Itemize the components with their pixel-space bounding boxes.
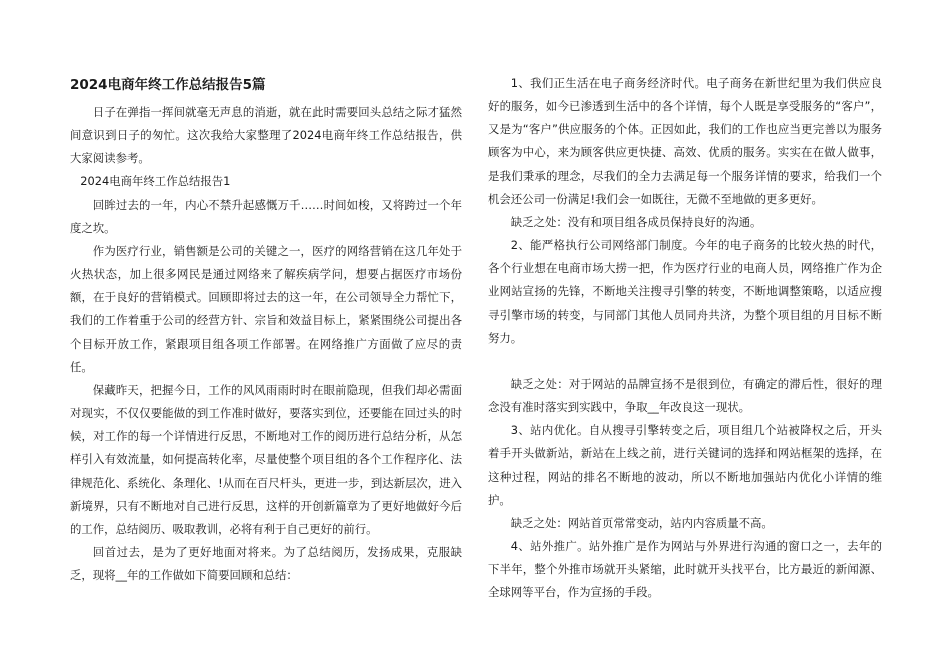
right-column [488, 72, 882, 604]
section-heading: 2024电商年终工作总结报告1 [80, 174, 231, 189]
paragraph: 2、能严格执行公司网络部门制度。今年的电子商务的比较火热的时代，各个行业想在电商市场大捞一把，作为医疗行业的电商人员，网络推广作为企业网站宣扬的先锋，不断地关注搜寻引擎的转变，不断地调整策略，以适应搜寻引擎市场的转变，与同部门其他人员同舟共济，为整个项目组的月目标不断努力。 [488, 238, 882, 345]
paragraph: 3、站内优化。自从搜寻引擎转变之后，项目组几个站被降权之后，开头着手开头做新站，新站在上线之前，进行关键词的选择和网站框架的选择，在这种过程，网站的排名不断地的波动，所以不断地加强站内优化小详情的维护。 [488, 423, 882, 507]
paragraph: 缺乏之处：网站首页常常变动，站内内容质量不高。 [510, 515, 773, 530]
paragraph: 回眸过去的一年，内心不禁升起感慨万千……时间如梭，又将跨过一个年度之坎。 [70, 197, 462, 235]
left-column [70, 72, 462, 587]
blank-line [488, 350, 882, 373]
intro-paragraph: 日子在弹指一挥间就毫无声息的消逝，就在此时需要回头总结之际才猛然间意识到日子的匆忙。这次我给大家整理了2024电商年终工作总结报告，供大家阅读参考。 [70, 105, 462, 166]
paragraph: 缺乏之处：对于网站的品牌宣扬不是很到位，有确定的滞后性，很好的理念没有准时落实到实践中，争取__年改良这一现状。 [488, 376, 882, 415]
paragraph: 作为医疗行业，销售额是公司的关键之一，医疗的网络营销在这几年处于火热状态，加上很多网民是通过网络来了解疾病学问，想要占据医疗市场份额，在于良好的营销模式。回顾即将过去的这一年，在公司领导全力帮忙下，我们的工作着重于公司的经营方针、宗旨和效益目标上，紧紧围绕公司提出各个目标开放工作，紧跟项目组各项工作部署。在网络推广方面做了应尽的责任。 [70, 243, 462, 374]
paragraph: 缺乏之处：没有和项目组各成员保持良好的沟通。 [510, 214, 762, 229]
document-title: 2024电商年终工作总结报告5篇 [70, 77, 266, 93]
paragraph: 4、站外推广。站外推广是作为网站与外界进行沟通的窗口之一，去年的下半年，整个外推市场就开头紧缩，此时就开头找平台，比方最近的新闻源、全球网等平台，作为宣扬的手段。 [488, 538, 882, 600]
paragraph: 回首过去，是为了更好地面对将来。为了总结阅历，发扬成果，克服缺乏，现将__年的工作做如下简要回顾和总结： [70, 544, 462, 583]
paragraph: 保藏昨天，把握今日，工作的风风雨雨时时在眼前隐现，但我们却必需面对现实，不仅仅要能做的到工作准时做好，要落实到位，还要能在回过头的时候，对工作的每一个详情进行反思，不断地对工作的阅历进行总结分析，从怎样引入有效流量，如何提高转化率，尽量使整个项目组的各个工作程序化、法律规范化、系统化、条理化、!从而在百尺杆头，更进一步，到达新层次，进入新境界，只有不断地对自己进行反思，这样的开创新篇章为了更好地做好今后的工作，总结阅历、吸取教训，必将有利于自己更好的前行。 [70, 382, 462, 536]
paragraph: 1、我们正生活在电子商务经济时代。电子商务在新世纪里为我们供应良好的服务，如今已渗透到生活中的各个详情，每个人既是享受服务的“客户”，又是为“客户”供应服务的个体。正因如此，我们的工作也应当更完善以为服务顾客为中心，来为顾客供应更快捷、高效、优质的服务。实实在在做人做事，是我们秉承的理念，尽我们的全力去满足每一个服务详情的要求，给我们一个机会还公司一份满足!我们会一如既往，无微不至地做的更多更好。 [488, 76, 882, 206]
